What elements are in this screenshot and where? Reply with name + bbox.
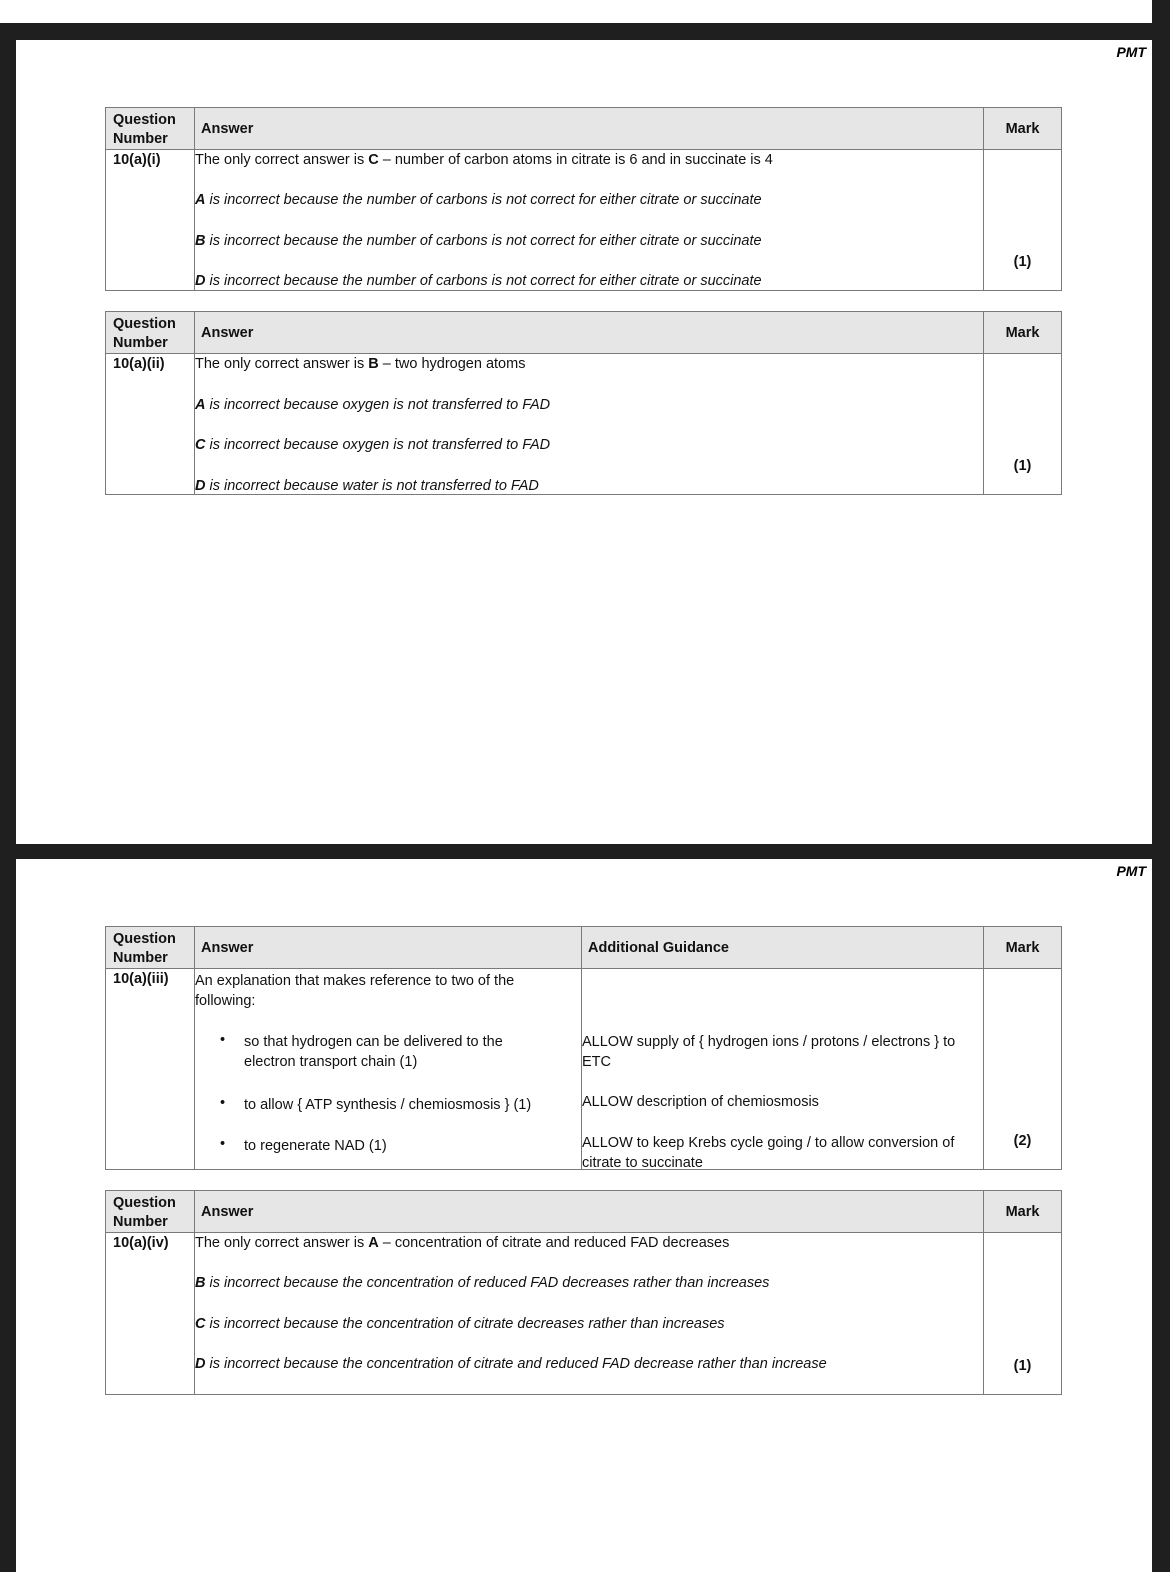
question-number: 10(a)(ii)	[106, 354, 195, 495]
mark-table-10ai	[105, 107, 1062, 291]
distractor-explanation: D is incorrect because the concentration of citrate and reduced FAD decrease rather than increase	[195, 1356, 827, 1372]
question-number: 10(a)(iii)	[106, 969, 195, 1170]
distractor-explanation: A is incorrect because oxygen is not transferred to FAD	[195, 397, 551, 413]
distractor-explanation: C is incorrect because oxygen is not transferred to FAD	[195, 437, 551, 453]
header-question-number: Question Number	[106, 1191, 195, 1233]
mark-value: (2)	[984, 969, 1062, 1170]
distractor-explanation: D is incorrect because the number of carbons is not correct for either citrate or succinate	[195, 273, 762, 289]
mark-table-10aiv	[105, 1190, 1062, 1395]
document-page-2	[16, 859, 1152, 1572]
header-answer: Answer	[195, 312, 984, 354]
header-mark: Mark	[984, 1191, 1062, 1233]
header-answer: Answer	[195, 108, 984, 150]
distractor-explanation: D is incorrect because water is not transferred to FAD	[195, 478, 539, 494]
pmt-header: PMT	[1116, 863, 1146, 879]
header-question-number: Question Number	[106, 108, 195, 150]
question-number: 10(a)(iv)	[106, 1233, 195, 1395]
previous-page-edge	[0, 0, 1152, 23]
header-question-number: Question Number	[106, 312, 195, 354]
correct-answer: The only correct answer is B – two hydrogen atoms	[195, 356, 526, 372]
answer-cell	[195, 354, 984, 495]
mark-value: (1)	[984, 1233, 1062, 1395]
answer-cell: An explanation that makes reference to two of the following: • so that hydrogen can be delivered to the electron transport chain (1) • to allow { ATP synthesis / chemiosmosis } (1) • to regenerate NAD (1)	[195, 969, 582, 1170]
mark-table-10aii	[105, 311, 1062, 495]
answer-intro: An explanation that makes reference to two of the following:	[195, 973, 515, 1009]
pmt-header: PMT	[1116, 44, 1146, 60]
header-question-number: Question Number	[106, 927, 195, 969]
mark-table-10aiii	[105, 926, 1062, 1170]
guidance-note: ALLOW to keep Krebs cycle going / to allow conversion of citrate to succinate	[582, 1135, 955, 1171]
header-answer: Answer	[195, 927, 582, 969]
answer-cell	[195, 1233, 984, 1395]
answer-cell	[195, 150, 984, 291]
guidance-note: ALLOW description of chemiosmosis	[582, 1094, 819, 1110]
guidance-cell	[582, 969, 984, 1170]
distractor-explanation: B is incorrect because the concentration of reduced FAD decreases rather than increases	[195, 1275, 770, 1291]
header-answer: Answer	[195, 1191, 984, 1233]
distractor-explanation: C is incorrect because the concentration of citrate decreases rather than increases	[195, 1316, 725, 1332]
question-number: 10(a)(i)	[106, 150, 195, 291]
guidance-note: ALLOW supply of { hydrogen ions / protons / electrons } to ETC	[582, 1034, 956, 1070]
distractor-explanation: A is incorrect because the number of carbons is not correct for either citrate or succinate	[195, 192, 762, 208]
correct-answer: The only correct answer is C – number of carbon atoms in citrate is 6 and in succinate is 4	[195, 152, 773, 168]
correct-answer: The only correct answer is A – concentration of citrate and reduced FAD decreases	[195, 1235, 730, 1251]
header-additional-guidance: Additional Guidance	[582, 927, 984, 969]
mark-value: (1)	[984, 354, 1062, 495]
header-mark: Mark	[984, 108, 1062, 150]
header-mark: Mark	[984, 312, 1062, 354]
document-page-1	[16, 40, 1152, 844]
distractor-explanation: B is incorrect because the number of carbons is not correct for either citrate or succinate	[195, 233, 762, 249]
mark-value: (1)	[984, 150, 1062, 291]
header-mark: Mark	[984, 927, 1062, 969]
